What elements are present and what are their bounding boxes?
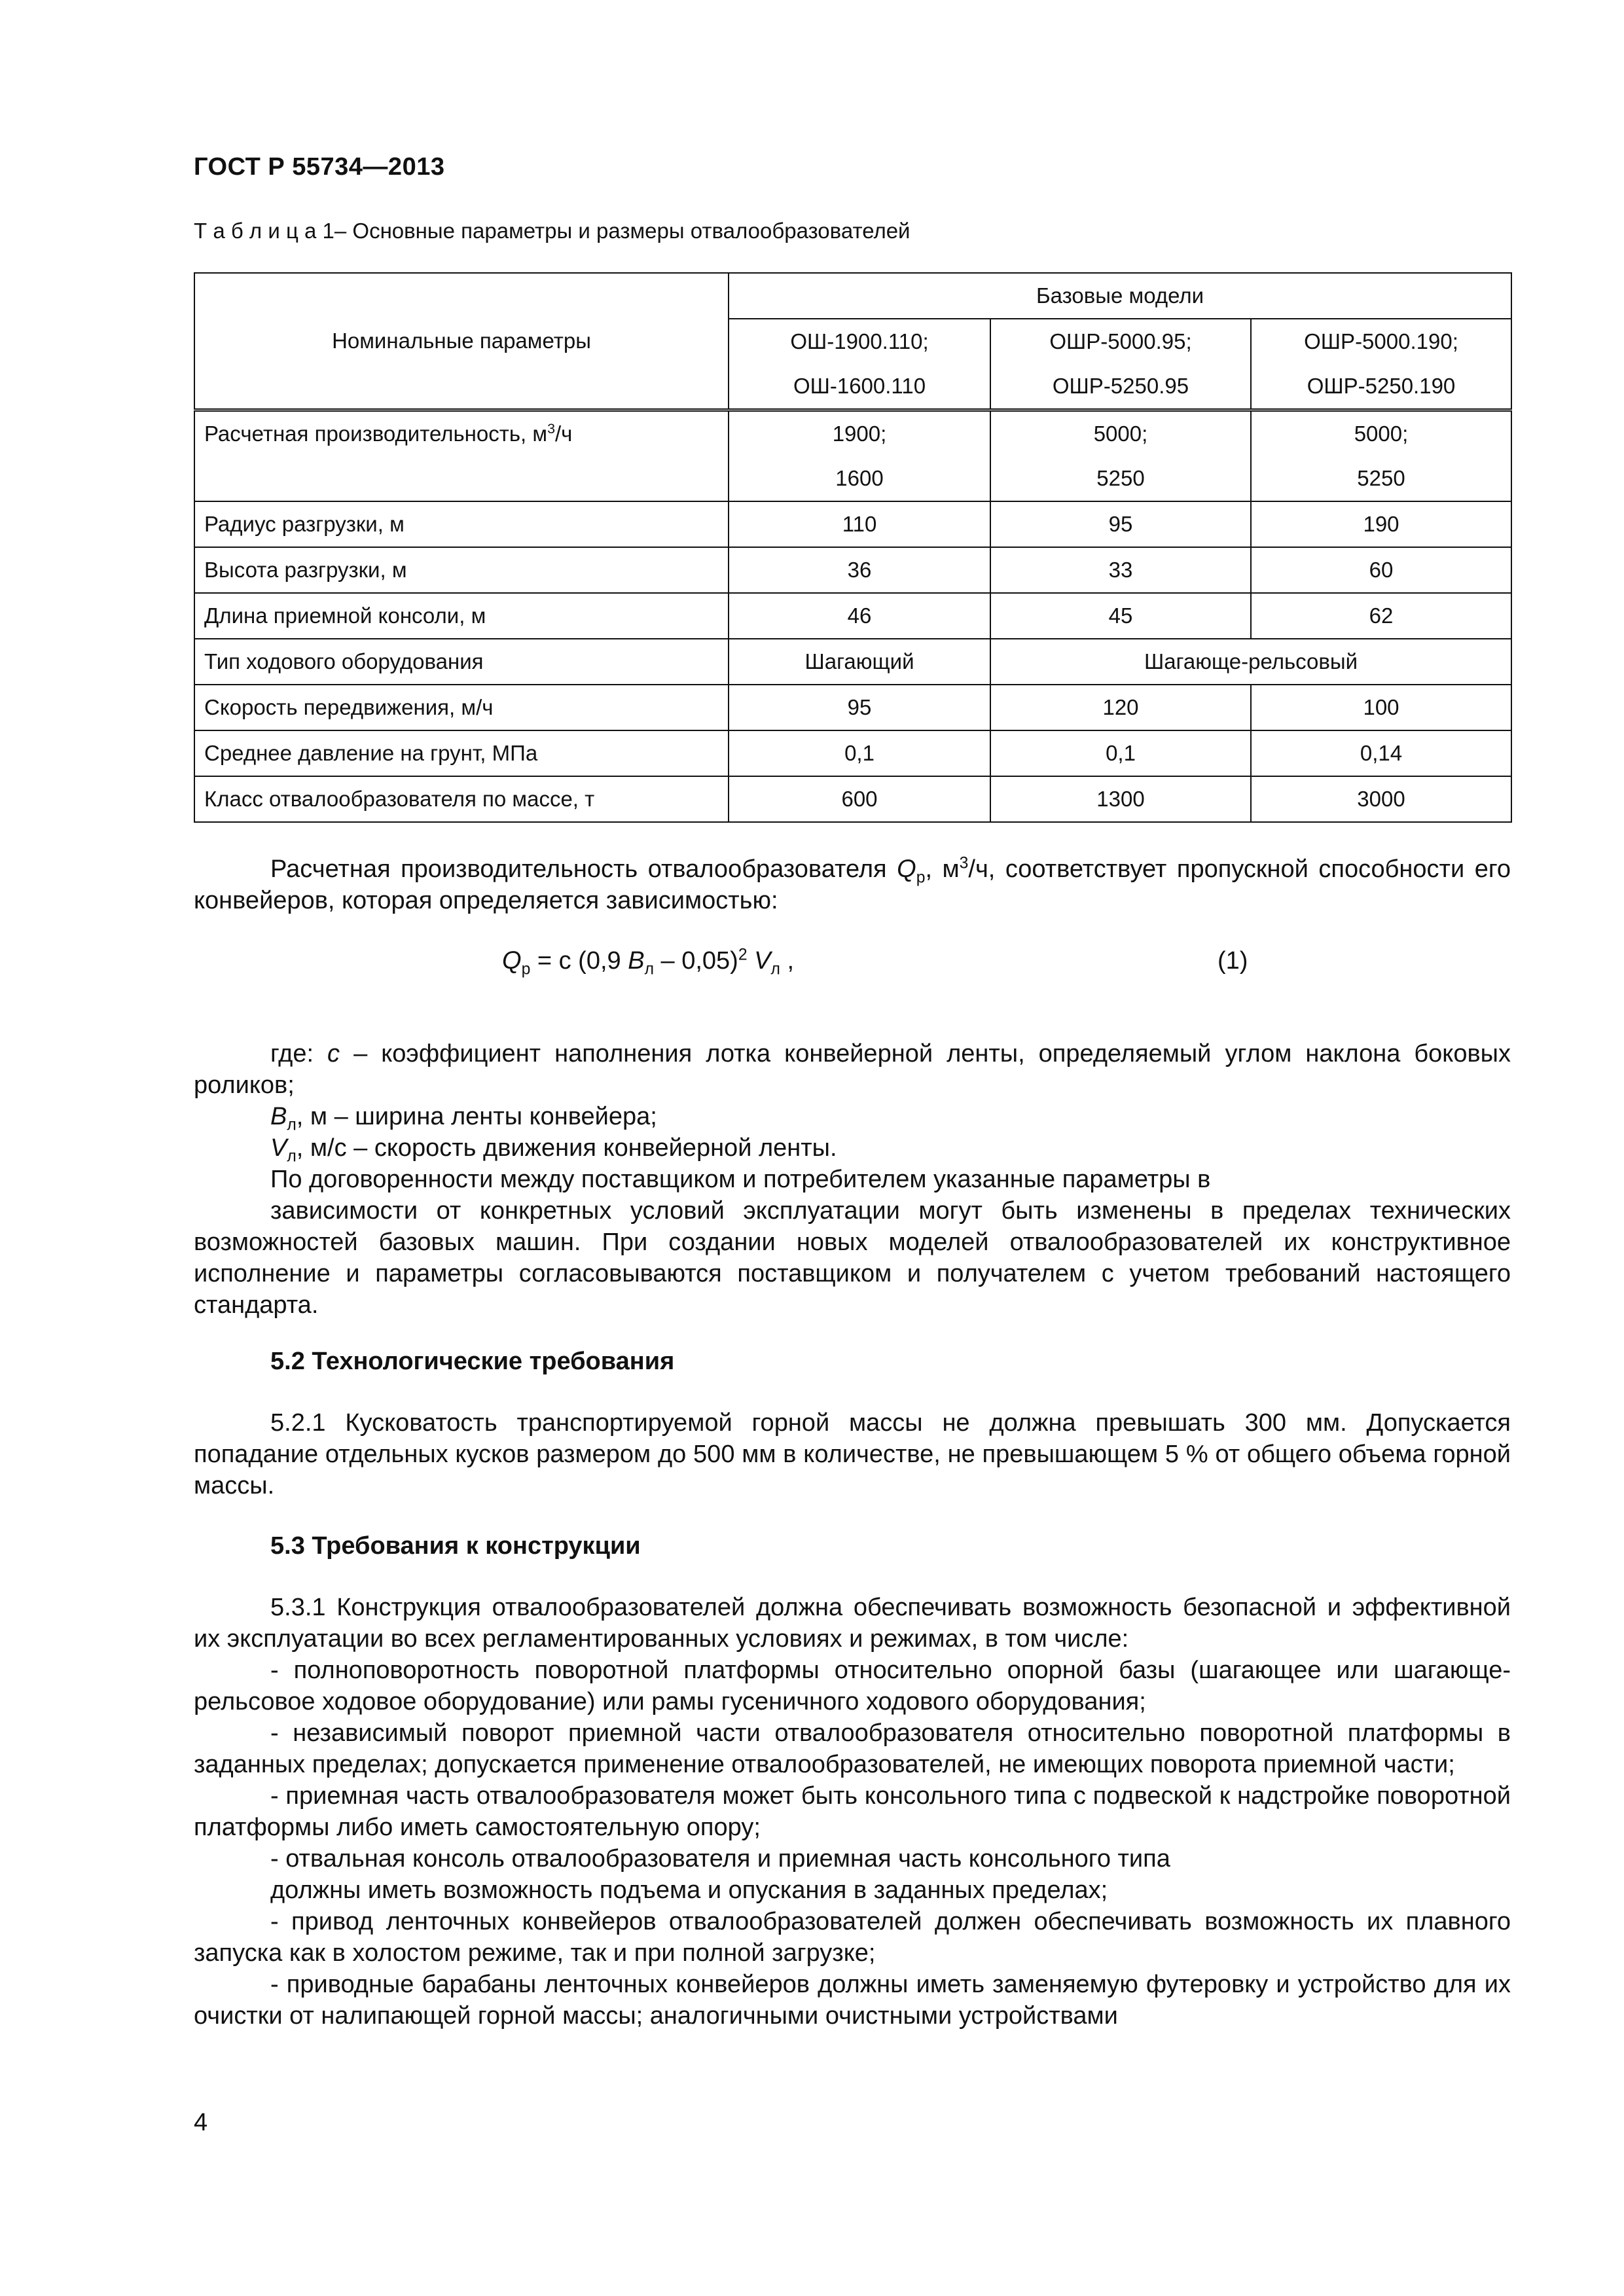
superscript: 3	[959, 854, 969, 872]
table-row	[194, 547, 1511, 593]
model-name: ОШ-1600.110	[793, 374, 926, 398]
table-cell: 1300	[990, 776, 1251, 822]
list-item-continuation: должны иметь возможность подъема и опускания в заданных пределах;	[270, 1876, 1108, 1904]
model-name: ОШ-1900.110;	[790, 329, 929, 353]
row-label-text: Расчетная производительность, м	[204, 422, 548, 446]
table-cell: 190	[1251, 501, 1511, 547]
unit-superscript: 3	[547, 421, 555, 437]
text-run: , м – ширина ленты конвейера;	[296, 1103, 657, 1130]
cell-value: 5250	[1096, 466, 1145, 490]
subscript: л	[644, 960, 654, 978]
formula-part: = с (0,9	[530, 947, 628, 975]
section-5-2-text	[194, 1407, 1511, 1501]
table-cell: 0,1	[729, 730, 990, 776]
paragraph: По договоренности между поставщиком и потребителем указанные параметры в	[270, 1166, 1211, 1193]
table-cell: 45	[990, 593, 1251, 639]
section-heading-5-3: 5.3 Требования к конструкции	[270, 1532, 641, 1560]
text-run: , м	[925, 855, 960, 883]
text-run: Расчетная производительность отвалообразователя	[270, 855, 897, 883]
list-item: - полноповоротность поворотной платформы относительно опорной базы (шагающее или шагающе-рельсовое ходовое оборудование) или рамы гусеничного ходового оборудования;	[194, 1657, 1511, 1715]
table-cell: 110	[729, 501, 990, 547]
paragraph	[194, 1038, 1511, 1101]
symbol-q: Q	[897, 855, 916, 883]
cell-value: 5000;	[1093, 422, 1148, 446]
row-label: Скорость передвижения, м/ч	[194, 685, 729, 730]
formula-b: В	[628, 947, 645, 975]
table-cell: 46	[729, 593, 990, 639]
table-row	[194, 730, 1511, 776]
row-label: Среднее давление на грунт, МПа	[194, 730, 729, 776]
paragraph	[194, 853, 1511, 916]
table-cell: 95	[729, 685, 990, 730]
cell-value: 5000;	[1354, 422, 1409, 446]
model-name: ОШР-5250.190	[1307, 374, 1456, 398]
list-item: - независимый поворот приемной части отвалообразователя относительно поворотной платформы в заданных пределах; допускается применение отвалообразователей, не имеющих поворота приемной части;	[194, 1719, 1511, 1778]
page-number: 4	[194, 2109, 208, 2136]
paragraph	[194, 1132, 1511, 1164]
symbol-v: V	[270, 1134, 287, 1162]
table-cell: 33	[990, 547, 1251, 593]
header-nominal-parameters: Номинальные параметры	[194, 273, 729, 410]
subscript: р	[916, 869, 926, 887]
subscript: л	[287, 1147, 297, 1166]
table-cell	[990, 410, 1251, 502]
row-label: Длина приемной консоли, м	[194, 593, 729, 639]
unit-tail: /ч	[555, 422, 573, 446]
paragraph: зависимости от конкретных условий эксплуатации могут быть изменены в пределах технических возможностей базовых машин. При создании новых моделей отвалообразователей их конструктивное исполнение и параметры согласовываются поставщиком и получателем с учетом требований настоящего стандарта.	[194, 1197, 1511, 1319]
text-run: – коэффициент наполнения лотка конвейерной ленты, определяемый углом наклона боковых роликов;	[194, 1040, 1511, 1099]
list-item: - приводные барабаны ленточных конвейеров должны иметь заменяемую футеровку и устройство для их очистки от налипающей горной массы; аналогичными очистными устройствами	[194, 1971, 1511, 2030]
subscript: р	[521, 960, 531, 978]
list-item: - приемная часть отвалообразователя может быть консольного типа с подвеской к надстройке поворотной платформы либо иметь самостоятельную опору;	[194, 1782, 1511, 1841]
table-row	[194, 410, 1511, 502]
superscript: 2	[738, 946, 748, 964]
formula-part: ,	[780, 947, 795, 975]
table-cell: 62	[1251, 593, 1511, 639]
list-item: - отвальная консоль отвалообразователя и приемная часть консольного типа	[270, 1845, 1170, 1873]
model-name: ОШР-5000.190;	[1304, 329, 1458, 353]
table-cell	[729, 410, 990, 502]
paragraph	[194, 1101, 1511, 1132]
table-caption: Т а б л и ц а 1– Основные параметры и размеры отвалообразователей	[194, 219, 911, 243]
section-5-3-text	[194, 1592, 1511, 2032]
row-label: Высота разгрузки, м	[194, 547, 729, 593]
table-header-row	[194, 273, 1511, 319]
row-label: Тип ходового оборудования	[194, 639, 729, 685]
cell-value: 1900;	[832, 422, 887, 446]
paragraph: 5.2.1 Кусковатость транспортируемой горной массы не должна превышать 300 мм. Допускается попадание отдельных кусков размером до 500 мм в количестве, не превышающем 5 % от общего объема горной массы.	[194, 1409, 1511, 1499]
table-cell: 120	[990, 685, 1251, 730]
where-block	[194, 1038, 1511, 1321]
model-name: ОШР-5000.95;	[1049, 329, 1192, 353]
formula-part: – 0,05)	[653, 947, 738, 975]
table-cell: Шагающий	[729, 639, 990, 685]
table-cell: 0,14	[1251, 730, 1511, 776]
table-row	[194, 776, 1511, 822]
row-label: Класс отвалообразователя по массе, т	[194, 776, 729, 822]
table-row	[194, 639, 1511, 685]
table-cell: 100	[1251, 685, 1511, 730]
table-row	[194, 593, 1511, 639]
text-run: /ч, соответствует пропускной способности его конвейеров, которая определяется зависимостью:	[194, 855, 1511, 914]
table-cell: 95	[990, 501, 1251, 547]
table-cell: 3000	[1251, 776, 1511, 822]
cell-value: 1600	[835, 466, 884, 490]
document-id: ГОСТ Р 55734—2013	[194, 153, 445, 181]
subscript: л	[770, 960, 780, 978]
subscript: л	[287, 1116, 297, 1134]
capacity-paragraph	[194, 853, 1511, 916]
symbol-b: В	[270, 1103, 287, 1130]
table-cell: 600	[729, 776, 990, 822]
text-run: где:	[270, 1040, 328, 1067]
header-base-models: Базовые модели	[729, 273, 1511, 319]
symbol-c: с	[327, 1040, 340, 1067]
table-cell: 0,1	[990, 730, 1251, 776]
formula	[502, 945, 794, 977]
model-cell	[1251, 319, 1511, 410]
text-run: , м/с – скорость движения конвейерной ленты.	[296, 1134, 837, 1162]
table-cell: 60	[1251, 547, 1511, 593]
model-cell	[729, 319, 990, 410]
model-name: ОШР-5250.95	[1052, 374, 1189, 398]
section-heading-5-2: 5.2 Технологические требования	[270, 1348, 675, 1375]
table-cell: 36	[729, 547, 990, 593]
formula-number: (1)	[1218, 947, 1248, 975]
model-cell	[990, 319, 1251, 410]
paragraph: 5.3.1 Конструкция отвалообразователей должна обеспечивать возможность безопасной и эффективной их эксплуатации во всех регламентированных условиях и режимах, в том числе:	[194, 1594, 1511, 1653]
table-row	[194, 685, 1511, 730]
table-cell: Шагающе-рельсовый	[990, 639, 1511, 685]
formula-q: Q	[502, 947, 522, 975]
row-label: Радиус разгрузки, м	[194, 501, 729, 547]
table-row	[194, 501, 1511, 547]
formula-v: V	[747, 947, 771, 975]
cell-value: 5250	[1357, 466, 1405, 490]
row-label	[194, 410, 729, 502]
list-item: - привод ленточных конвейеров отвалообразователей должен обеспечивать возможность их плавного запуска как в холостом режиме, так и при полной загрузке;	[194, 1908, 1511, 1967]
table-cell	[1251, 410, 1511, 502]
parameters-table	[194, 272, 1512, 823]
